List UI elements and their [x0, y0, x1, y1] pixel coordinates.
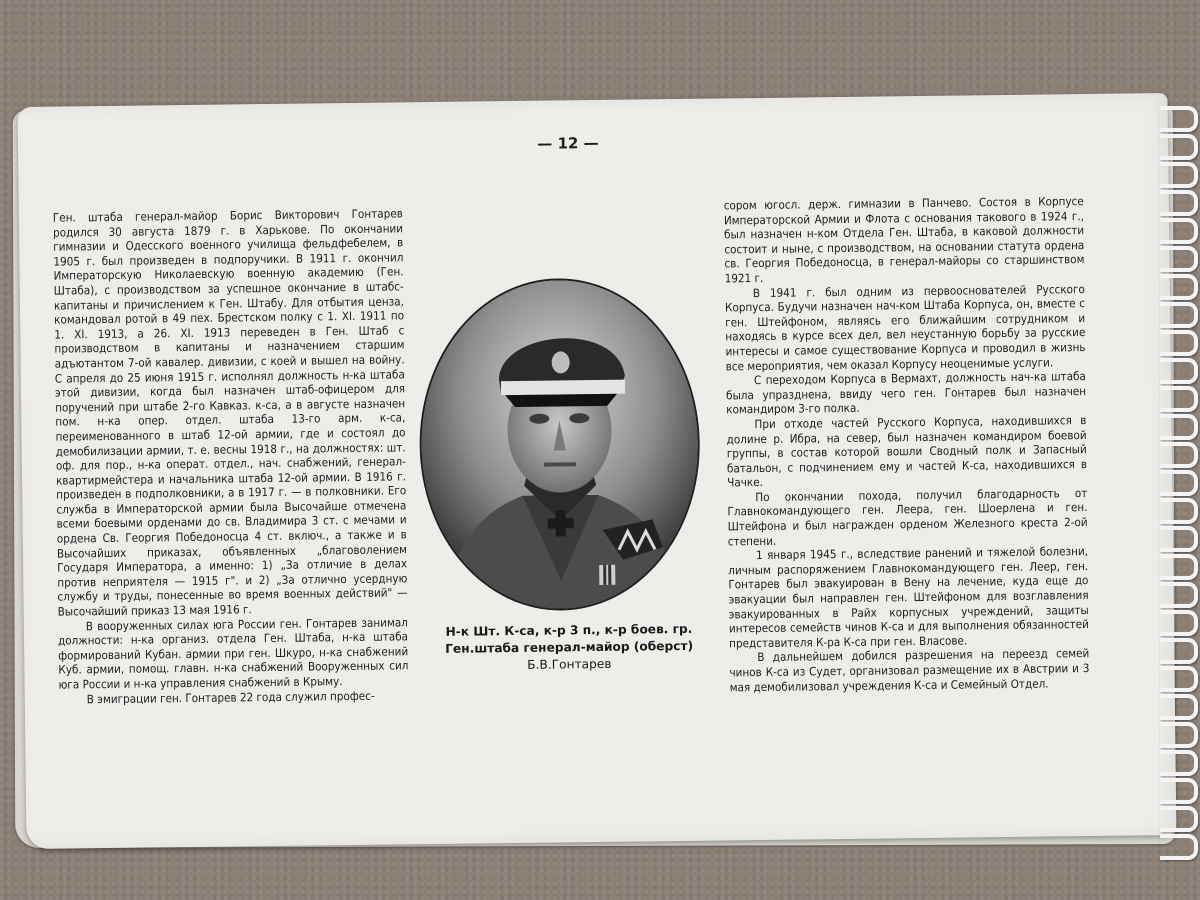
binding-coil	[1160, 302, 1198, 328]
binding-coil	[1160, 330, 1198, 356]
binding-coil	[1160, 190, 1198, 216]
binding-coil	[1160, 162, 1198, 188]
binding-coil	[1160, 498, 1198, 524]
spiral-binding	[1158, 100, 1198, 860]
binding-coil	[1160, 722, 1198, 748]
paragraph: В эмиграции ген. Гонтарев 22 года служил профес-	[86, 688, 375, 706]
binding-coil	[1160, 750, 1198, 776]
caption-line: Ген.штаба генерал-майор (оберст)	[445, 638, 694, 656]
binding-coil	[1160, 554, 1198, 580]
binding-coil	[1160, 134, 1198, 160]
binding-coil	[1160, 218, 1198, 244]
binding-coil	[1160, 834, 1198, 860]
book-page	[18, 93, 1177, 849]
binding-coil	[1160, 694, 1198, 720]
paragraph: Ген. штаба генерал-майор Борис Викторович Гонтарев родился 30 августа 1879 г. в Харькове. По окончании гимназии и Одесского военного училища фельдфебелем, в 1905 г. был произведен в подпоручики. В 1911 г. окончил Императорскую Николаевскую военную академию (Ген. Штаба), с производством за успешное окончание в штабс-капитаны и причислением к Ген. Штабу. Для отбытия ценза, командовал ротой в 49 пех. Брестском полку с 1. XI. 1911 по 1. XI. 1913, а 26. XI. 1913 переведен в Ген. Штаб с производством в капитаны и назначением старшим адъютантом 7-ой кавалер. дивизии, с коей и вышел на войну. С апреля до 25 июня 1915 г. исполнял должность н-ка штаба этой дивизии, когда был назначен штаб-офицером для поручений при штабе 2-го Кавказ. к-са, а в августе назначен пом. н-ка опер. отдел. штаба 13-го арм. к-са, переименованного в штаб 12-ой армии, где и состоял до демобилизации армии, т. е. весны 1918 г., на должностях: шт. оф. для пор., н-ка операт. отдел., нач. снабжений, генерал-квартирмейстера и начальника штаба 12-ой армии. В 1916 г. произведен в подполковники, а в 1917 г. — в полковники. Его служба в Императорской армии была Высочайше отмечена всеми боевыми орденами до св. Владимира 3 ст. с мечами и ордена Св. Георгия Победоносца 4 ст. включ., а также и в Высочайших приказах, объявленных „благоволением Государя Императора, а именно: 1) „За отличие в делах против неприятеля — 1915 г". и 2) „За отлично усердную службу и труды, понесенные во время военных действий" — Высочайший приказ 13 мая 1916 г.	[52, 206, 408, 619]
caption-line: Н-к Шт. К-са, к-р 3 п., к-р боев. гр.	[445, 621, 693, 639]
binding-coil	[1160, 806, 1198, 832]
caption-name: Б.В.Гонтарев	[527, 656, 612, 672]
left-text-column	[53, 206, 409, 706]
paragraph: сором югосл. держ. гимназии в Панчево. Состоя в Корпусе Императорской Армии и Флота с основания такового в 1924 г., был назначен н-ком Отдела Ген. Штаба, в каковой должности состоит и ныне, с производством, на основании статута ордена св. Георгия Победоносца, в генерал-майоры со старшинством 1921 г.	[723, 194, 1085, 286]
binding-coil	[1160, 442, 1198, 468]
paragraph: По окончании похода, получил благодарность от Главнокомандующего ген. Леера, ген. Шоерлена и ген. Штейфона и был награжден орденом Железного креста 2-ой степени.	[727, 485, 1088, 549]
portrait-illustration	[420, 279, 700, 610]
binding-coil	[1160, 638, 1198, 664]
paragraph: В 1941 г. был одним из первооснователей Русского Корпуса. Будучи назначен нач-ком Штаба Корпуса, он, вместе с ген. Штейфоном, являясь его ближайшим сотрудником и находясь в курсе всех дел, вел неустанную борьбу за русские интересы и самое существование Корпуса и проводил в жизнь все мероприятия, чем оказал Корпусу неоценимые услуги.	[724, 281, 1086, 373]
paragraph: С переходом Корпуса в Вермахт, должность нач-ка штаба была упразднена, ввиду чего ген. Гонтарев был назначен командиром 3-го полка.	[725, 369, 1087, 417]
binding-coil	[1160, 610, 1198, 636]
paragraph: При отходе частей Русского Корпуса, находившихся в долине р. Ибра, на север, был назначен командиром боевой группы, в состав которой вошли Сводный полк и Запасный батальон, с подчинением ему и частей К-са, находившихся в Чачке.	[726, 412, 1088, 490]
binding-coil	[1160, 246, 1198, 272]
binding-coil	[1160, 414, 1198, 440]
paragraph: В дальнейшем добился разрешения на переезд семей чинов К-са из Судет, организовал размещение их в Австрии и 3 мая демобилизовал учреждения К-са и Семейный Отдел.	[729, 646, 1090, 694]
portrait-photo	[420, 279, 700, 610]
binding-coil	[1160, 778, 1198, 804]
portrait-caption	[429, 621, 710, 675]
right-text-column	[724, 194, 1090, 695]
binding-coil	[1160, 470, 1198, 496]
binding-coil	[1160, 386, 1198, 412]
paragraph: 1 января 1945 г., вследствие ранений и тяжелой болезни, личным распоряжением Главнокомандующего ген. Леер, ген. Гонтарев был эвакуирован в Вену на лечение, куда еще до эвакуации был направлен ген. Штейфоном для возглавления эвакуированных в Райх корпусных учреждений, защиты интересов семейств чинов К-са и для выполнения обязанностей представителя К-ра К-са при ген. Власове.	[728, 544, 1089, 651]
page-number: — 12 —	[537, 133, 599, 153]
binding-coil	[1160, 582, 1198, 608]
paragraph: В вооруженных силах юга России ген. Гонтарев занимал должности: н-ка организ. отдела Ген. Штаба, н-ка штаба формирований Кубан. армии при ген. Шкуро, н-ка снабжений Куб. армии, помощ. главн. н-ка снабжений Вооруженных сил юга России и н-ка управления снабжений в Крыму.	[57, 614, 409, 692]
binding-coil	[1160, 274, 1198, 300]
binding-coil	[1160, 106, 1198, 132]
binding-coil	[1160, 526, 1198, 552]
binding-coil	[1160, 358, 1198, 384]
binding-coil	[1160, 666, 1198, 692]
